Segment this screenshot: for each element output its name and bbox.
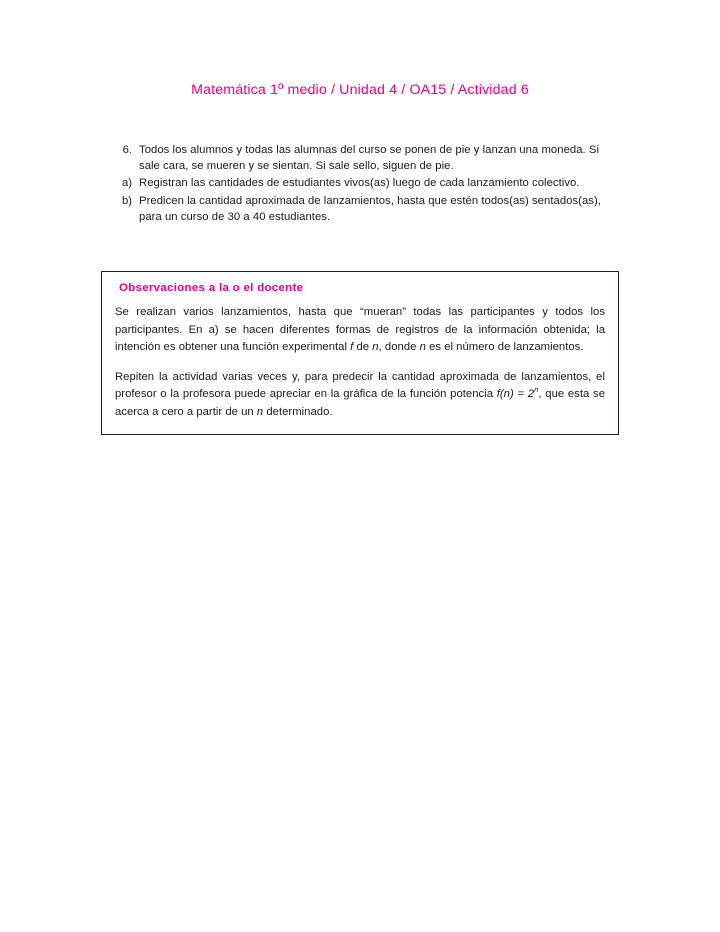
math-variable-f: f xyxy=(350,341,354,354)
formula-exponent: n xyxy=(534,385,539,395)
list-item-text: Todos los alumnos y todas las alumnas del curso se ponen de pie y lanzan una moneda. Si sale cara, se mueren y se sientan. Si sale sello, siguen de pie. xyxy=(139,144,600,173)
list-item xyxy=(112,193,612,225)
observations-heading: Observaciones a la o el docente xyxy=(119,282,304,294)
activity-list xyxy=(112,142,612,226)
paragraph-1-text-part-2: de xyxy=(353,341,373,354)
paragraph-2-text-part-3: determinado. xyxy=(263,405,333,418)
list-item xyxy=(112,175,612,191)
list-item-marker: a) xyxy=(121,177,132,190)
observations-paragraph-2 xyxy=(115,369,605,422)
math-variable-n: n xyxy=(419,341,426,354)
formula-base: f(n) = 2 xyxy=(496,388,535,401)
page-title: Matemática 1º medio / Unidad 4 / OA15 / Actividad 6 xyxy=(191,82,529,98)
math-variable-n: n xyxy=(256,405,264,418)
list-item-marker: 6. xyxy=(122,144,132,156)
paragraph-2-text-part-2: , que esta se acerca a cero a partir de un xyxy=(115,388,606,418)
list-item-marker: b) xyxy=(121,194,132,207)
paragraph-1-text-part-3: , donde xyxy=(378,341,420,354)
paragraph-2-text-part-1: Repiten la actividad varias veces y, para predecir la cantidad aproximada de lanzamientos, el profesor o la profesora puede apreciar en la gráfica de la función potencia xyxy=(115,370,605,401)
list-item xyxy=(112,142,612,174)
math-formula-power-function xyxy=(496,385,539,401)
math-variable-n: n xyxy=(372,341,379,354)
paragraph-1-text-part-4: es el número de lanzamientos. xyxy=(425,341,584,354)
paragraph-1-text-part-1: Se realizan varios lanzamientos, hasta que “mueran” todas las participantes y todos los participantes. En a) se hacen diferentes formas de registros de la información obtenida; la intención es obtener una función experimental xyxy=(115,306,605,354)
observations-paragraph-1 xyxy=(115,304,605,357)
list-item-text: Predicen la cantidad aproximada de lanzamientos, hasta que estén todos(as) sentados(as), para un curso de 30 a 40 estudiantes. xyxy=(139,194,601,223)
list-item-text: Registran las cantidades de estudiantes vivos(as) luego de cada lanzamiento colectivo. xyxy=(139,177,580,190)
observations-box xyxy=(101,271,619,435)
